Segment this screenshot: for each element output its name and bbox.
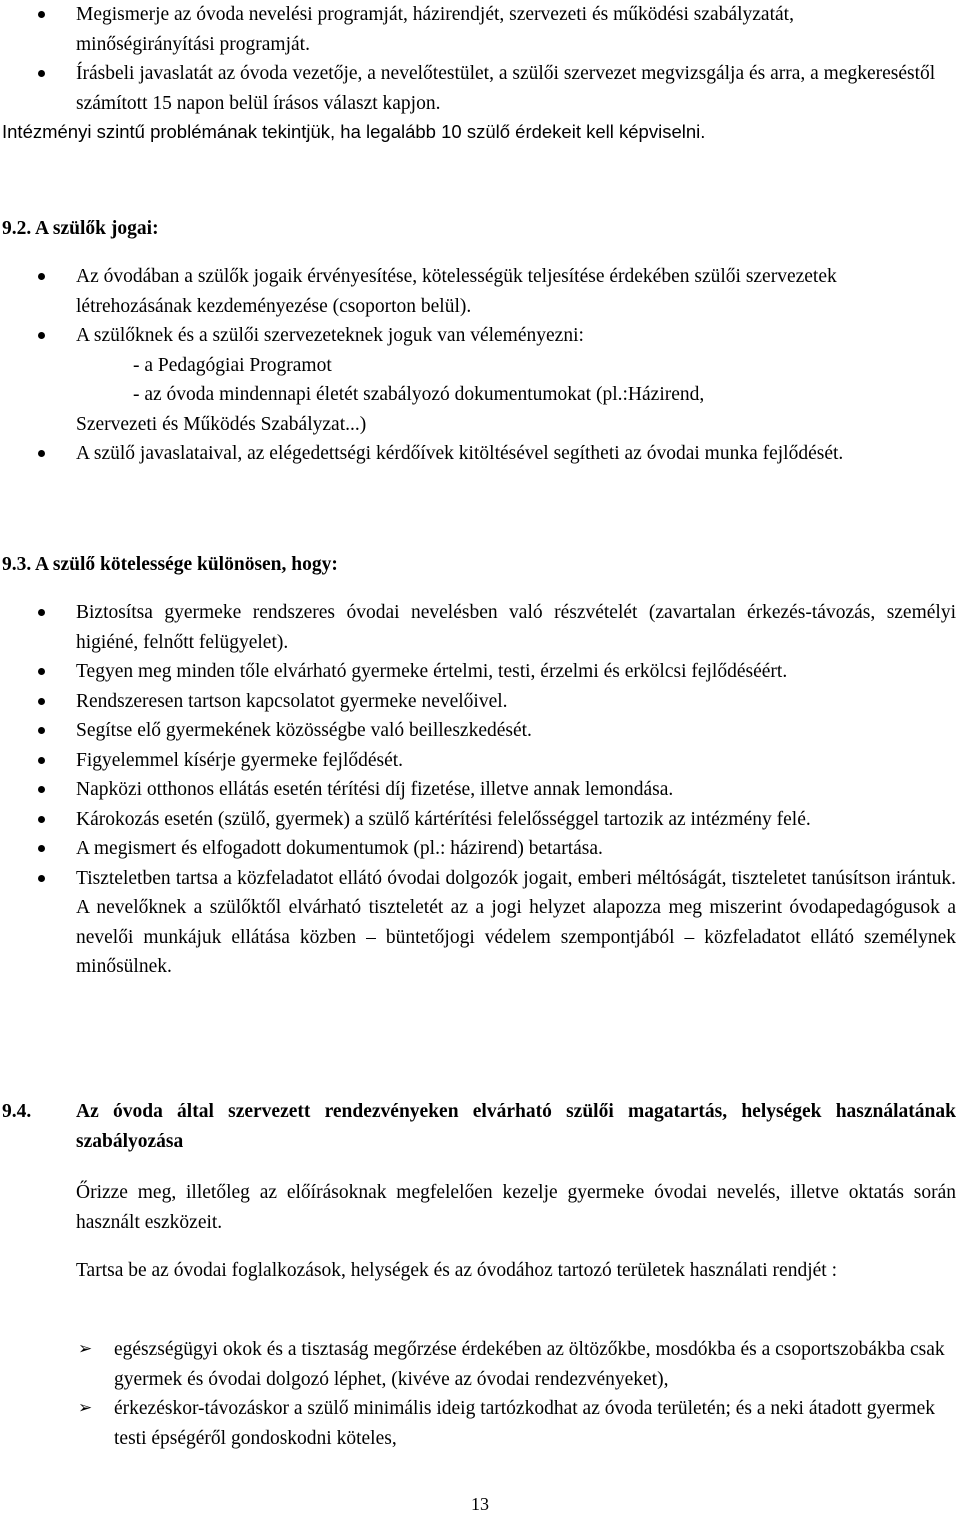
list-item: Károkozás esetén (szülő, gyermek) a szülő kártérítési felelősséggel tartozik az intézmény felé. (0, 805, 960, 835)
list-item-text: egészségügyi okok és a tisztaság megőrzése érdekében az öltözőkbe, mosdókba és a csoportszobákba csak gyermek és óvodai dolgozó léphet, (kivéve az óvodai rendezvényeket), (114, 1339, 945, 1390)
list-item: Rendszeresen tartson kapcsolatot gyermeke nevelőivel. (0, 687, 960, 717)
section-9-3 (0, 550, 960, 580)
list-item (0, 321, 960, 439)
section-9-4 (0, 1097, 960, 1156)
list-item: Segítse elő gyermekének közösségbe való beilleszkedését. (0, 716, 960, 746)
section-number: 9.4. (2, 1101, 32, 1122)
list-subline: Szervezeti és Működés Szabályzat...) (76, 413, 367, 435)
top-section (0, 0, 960, 142)
list-item: Írásbeli javaslatát az óvoda vezetője, a nevelőtestület, a szülői szervezet megvizsgálja és arra, a megkereséstől számított 15 napon belül írásos választ kapjon. (0, 59, 960, 118)
page-number: 13 (471, 1494, 489, 1514)
top-bullet-list (0, 0, 960, 118)
list-item (0, 1394, 960, 1453)
arrow-right-icon: ➢ (78, 1398, 93, 1418)
duties-list (0, 598, 960, 982)
list-item: Tiszteletben tartsa a közfeladatot ellátó óvodai dolgozók jogait, emberi méltóságát, tiszteletet tanúsítson irántuk. A nevelőknek a szülőktől elvárható tiszteletét az a jogi helyzet alapozza meg miszerint óvodapedagógusok a nevelői munkájuk ellátása közben – büntetőjogi védelem szempontjából – közfeladatot ellátó személynek minősülnek. (0, 864, 960, 982)
paragraph: Tartsa be az óvodai foglalkozások, helységek és az óvodához tartozó területek használati rendjét : (76, 1260, 837, 1281)
list-subline: - a Pedagógiai Programot (133, 354, 332, 376)
page-footer (0, 1490, 960, 1520)
section-9-4-para2 (0, 1256, 960, 1286)
section-heading: Az óvoda által szervezett rendezvényeken elvárható szülői magatartás, helységek használatának szabályozása (76, 1101, 956, 1152)
section-9-2 (0, 214, 960, 244)
rights-list (0, 262, 960, 469)
list-item: Napközi otthonos ellátás esetén térítési díj fizetése, illetve annak lemondása. (0, 775, 960, 805)
section-heading: 9.3. A szülő kötelessége különösen, hogy: (2, 554, 338, 575)
list-item-intro: A szülőknek és a szülői szervezeteknek joguk van véleményezni: (76, 325, 584, 346)
list-item-text: érkezéskor-távozáskor a szülő minimális ideig tartózkodhat az óvoda területén; és a neki átadott gyermek testi épségéről gondoskodni köteles, (114, 1398, 936, 1449)
section-heading: 9.2. A szülők jogai: (2, 218, 159, 239)
list-subline: - az óvoda mindennapi életét szabályozó dokumentumokat (pl.:Házirend, (133, 384, 705, 405)
list-item (0, 1335, 960, 1394)
list-item: Megismerje az óvoda nevelési programját, házirendjét, szervezeti és működési szabályzatát, minőségirányítási programját. (0, 0, 960, 59)
list-item: Az óvodában a szülők jogaik érvényesítése, kötelességük teljesítése érdekében szülői szervezetek létrehozásának kezdeményezése (csoporton belül). (0, 262, 960, 321)
list-item: Tegyen meg minden tőle elvárható gyermeke értelmi, testi, érzelmi és erkölcsi fejlődéséért. (0, 657, 960, 687)
list-item: Figyelemmel kísérje gyermeke fejlődését. (0, 746, 960, 776)
section-9-4-para1 (0, 1178, 960, 1237)
list-item: Biztosítsa gyermeke rendszeres óvodai nevelésben való részvételét (zavartalan érkezés-távozás, személyi higiéné, felnőtt felügyelet). (0, 598, 960, 657)
arrow-right-icon: ➢ (78, 1339, 93, 1359)
section-9-2-list (0, 262, 960, 469)
list-item: A megismert és elfogadott dokumentumok (pl.: házirend) betartása. (0, 834, 960, 864)
paragraph: Őrizze meg, illetőleg az előírásoknak megfelelően kezelje gyermeke óvodai nevelés, illetve oktatás során használt eszközeit. (76, 1182, 956, 1233)
institution-note: Intézményi szintű problémának tekintjük, ha legalább 10 szülő érdekeit kell képviselni. (2, 121, 706, 142)
section-9-3-list (0, 598, 960, 982)
list-item: A szülő javaslataival, az elégedettségi kérdőívek kitöltésével segítheti az óvodai munka fejlődését. (0, 439, 960, 469)
section-9-4-arrow-list (0, 1335, 960, 1453)
